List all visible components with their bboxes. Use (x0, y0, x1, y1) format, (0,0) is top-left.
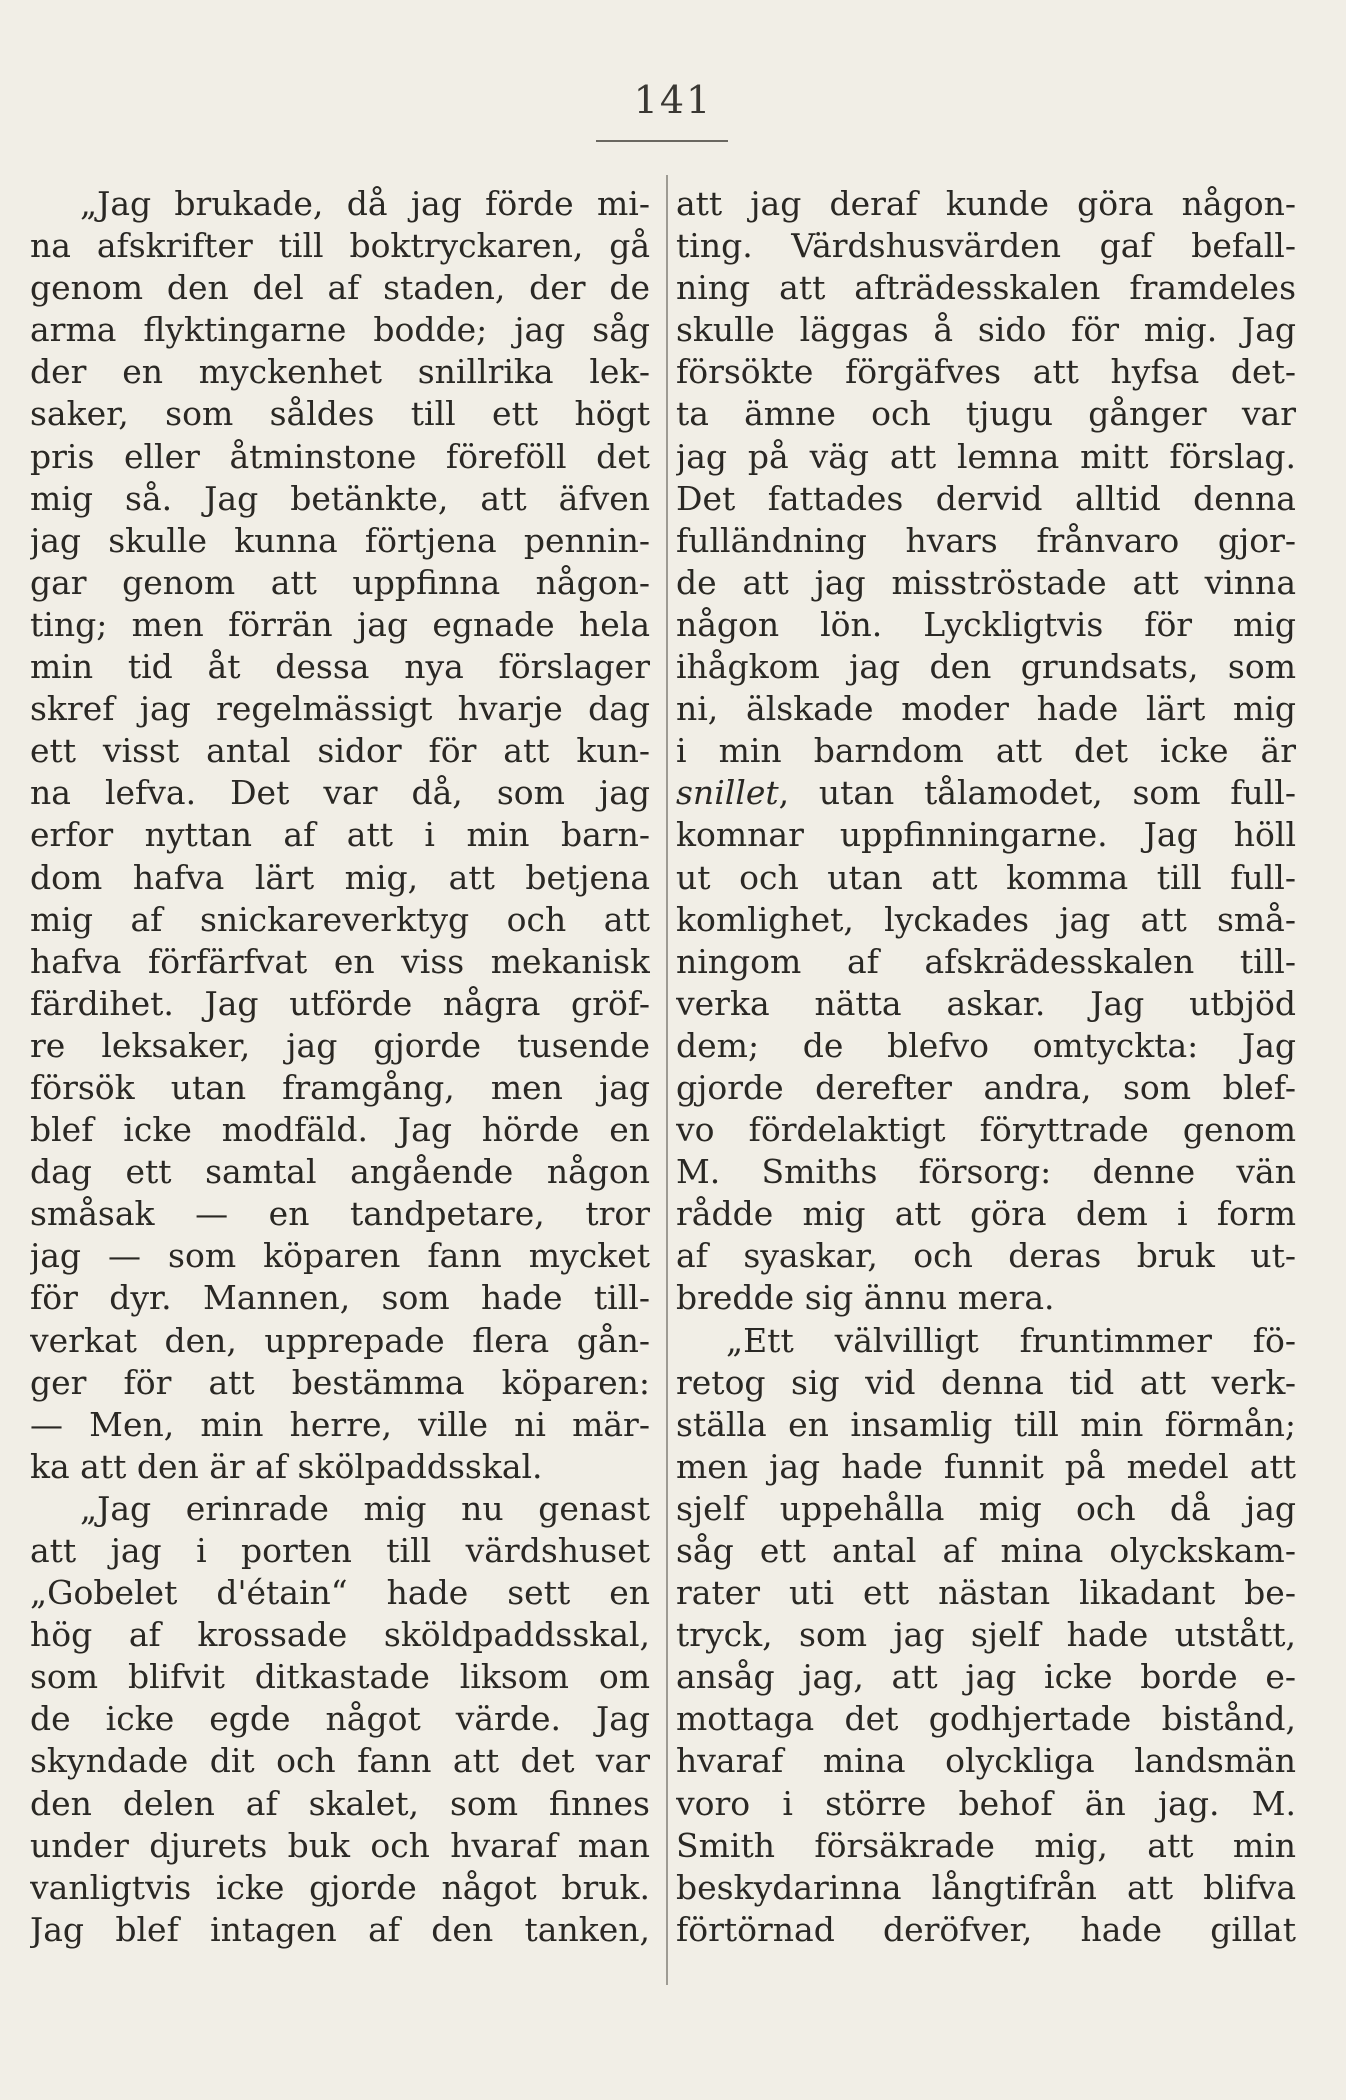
text-line: någon lön. Lyckligtvis för mig (676, 604, 1296, 644)
text-line: „Jag erinrade mig nu genast (80, 1488, 650, 1528)
text-line: ka att den är af skölpaddsskal. (30, 1446, 543, 1486)
text-line: ning att afträdesskalen framdeles (676, 268, 1296, 308)
text-line: retog sig vid denna tid att verk- (676, 1362, 1296, 1402)
text-line: skref jag regelmässigt hvarje dag (30, 689, 650, 729)
text-line: tryck, som jag sjelf hade utstått, (676, 1615, 1296, 1655)
text-line: komnar uppfinningarne. Jag höll (676, 815, 1296, 855)
text-line: förtörnad deröfver, hade gillat (676, 1909, 1296, 1949)
text-line: försök utan framgång, men jag (30, 1067, 650, 1107)
text-line: ansåg jag, att jag icke borde e- (676, 1657, 1296, 1697)
text-line: att jag deraf kunde göra någon- (676, 184, 1296, 223)
text-line: verkat den, upprepade flera gån- (30, 1320, 650, 1360)
text-line: „Gobelet d'étain“ hade sett en (30, 1573, 650, 1613)
text-line: erfor nyttan af att i min barn- (30, 815, 650, 855)
text-line: pris eller åtminstone föreföll det (30, 436, 650, 476)
text-line: dem; de blefvo omtyckta: Jag (676, 1025, 1296, 1065)
text-line: der en myckenhet snillrika lek- (30, 352, 650, 392)
text-line: ut och utan att komma till full- (676, 857, 1296, 897)
text-line: na afskrifter till boktryckaren, gå (30, 226, 650, 266)
text-line: men jag hade funnit på medel att (676, 1446, 1296, 1486)
text-line: som blifvit ditkastade liksom om (30, 1657, 650, 1697)
text-line: att jag i porten till värdshuset (30, 1531, 650, 1570)
text-line: för dyr. Mannen, som hade till- (30, 1278, 650, 1318)
column-divider (666, 175, 668, 1985)
text-line: verka nätta askar. Jag utbjöd (676, 983, 1296, 1023)
text-line: småsak — en tandpetare, tror (30, 1194, 650, 1234)
text-line: ting. Värdshusvärden gaf befall- (676, 226, 1296, 266)
text-line: hvaraf mina olyckliga landsmän (676, 1741, 1296, 1781)
text-line: hafva förfärfvat en viss mekanisk (30, 941, 650, 981)
header-rule (596, 140, 728, 142)
text-line: Smith försäkrade mig, att min (676, 1825, 1296, 1865)
text-line: blef icke modfäld. Jag hörde en (30, 1110, 650, 1150)
text-line: såg ett antal af mina olyckskam- (676, 1531, 1296, 1570)
text-line: ett visst antal sidor för att kun- (30, 731, 650, 771)
text-line: ihågkom jag den grundsats, som (676, 647, 1296, 687)
text-line: fulländning hvars frånvaro gjor- (676, 520, 1296, 560)
text-line: rådde mig att göra dem i form (676, 1194, 1296, 1234)
text-line: dom hafva lärt mig, att betjena (30, 857, 650, 897)
text-line: rater uti ett nästan likadant be- (676, 1573, 1296, 1613)
text-line: saker, som såldes till ett högt (30, 394, 650, 434)
text-line: voro i större behof än jag. M. (676, 1783, 1296, 1823)
text-line: jag skulle kunna förtjena pennin- (30, 520, 650, 560)
text-line: snillet, utan tålamodet, som full- (676, 773, 1296, 813)
text-line: genom den del af staden, der de (30, 268, 650, 308)
text-line: den delen af skalet, som finnes (30, 1783, 650, 1823)
text-line: ställa en insamlig till min förmån; (676, 1404, 1296, 1444)
text-line: mig så. Jag betänkte, att äfven (30, 478, 650, 518)
page-number: 141 (633, 78, 713, 122)
text-line: min tid åt dessa nya förslager (30, 647, 650, 687)
text-line: försökte förgäfves att hyfsa det- (676, 352, 1296, 392)
text-line: ta ämne och tjugu gånger var (676, 394, 1296, 434)
text-line: skyndade dit och fann att det var (30, 1741, 650, 1781)
right-column (676, 183, 1296, 1951)
text-line: de att jag misströstade att vinna (676, 562, 1296, 602)
text-line: mottaga det godhjertade bistånd, (676, 1699, 1296, 1739)
text-line: Det fattades dervid alltid denna (676, 478, 1296, 518)
text-line: ni, älskade moder hade lärt mig (676, 689, 1296, 729)
text-line: vo fördelaktigt föryttrade genom (676, 1110, 1296, 1150)
text-line: färdihet. Jag utförde några gröf- (30, 983, 650, 1023)
text-line: mig af snickareverktyg och att (30, 899, 650, 939)
text-line: beskydarinna långtifrån att blifva (676, 1867, 1296, 1907)
text-line: ting; men förrän jag egnade hela (30, 604, 650, 644)
left-column (30, 183, 650, 1951)
text-line: jag på väg att lemna mitt förslag. (676, 436, 1296, 476)
text-line: ningom af afskrädesskalen till- (676, 941, 1296, 981)
text-line: dag ett samtal angående någon (30, 1152, 650, 1192)
text-line: ger för att bestämma köparen: (30, 1362, 650, 1402)
text-line: gjorde derefter andra, som blef- (676, 1067, 1296, 1107)
text-line: vanligtvis icke gjorde något bruk. (30, 1867, 650, 1907)
text-line: Jag blef intagen af den tanken, (30, 1909, 650, 1949)
text-line: sjelf uppehålla mig och då jag (676, 1488, 1296, 1528)
text-line: „Jag brukade, då jag förde mi- (80, 184, 650, 223)
text-line: — Men, min herre, ville ni mär- (30, 1404, 650, 1444)
text-line: de icke egde något värde. Jag (30, 1699, 650, 1739)
text-line: bredde sig ännu mera. (676, 1278, 1055, 1318)
text-line: i min barndom att det icke är (676, 731, 1296, 771)
text-line: under djurets buk och hvaraf man (30, 1825, 650, 1865)
text-line: hög af krossade sköldpaddsskal, (30, 1615, 650, 1655)
text-line: gar genom att uppfinna någon- (30, 562, 650, 602)
text-line: „Ett välvilligt fruntimmer fö- (726, 1320, 1296, 1360)
text-line: af syaskar, och deras bruk ut- (676, 1236, 1296, 1276)
text-line: komlighet, lyckades jag att små- (676, 899, 1296, 939)
text-line: arma flyktingarne bodde; jag såg (30, 310, 650, 350)
text-line: na lefva. Det var då, som jag (30, 773, 650, 813)
text-line: M. Smiths försorg: denne vän (676, 1152, 1296, 1192)
text-line: jag — som köparen fann mycket (30, 1236, 650, 1276)
text-line: skulle läggas å sido för mig. Jag (676, 310, 1296, 350)
text-line: re leksaker, jag gjorde tusende (30, 1025, 650, 1065)
